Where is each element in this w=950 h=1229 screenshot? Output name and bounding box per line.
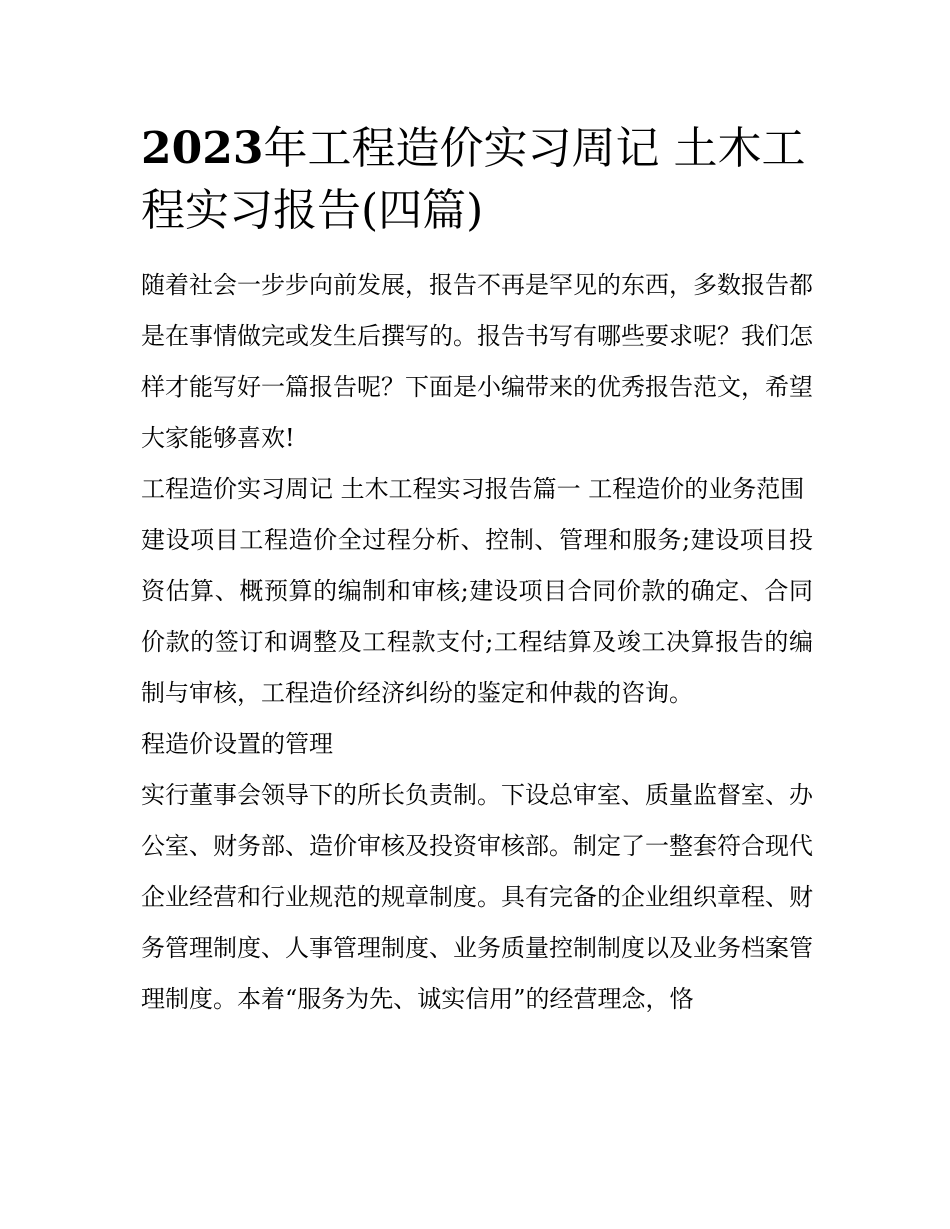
title-year: 2023 [141, 123, 264, 174]
intro-paragraph: 随着社会一步步向前发展，报告不再是罕见的东西，多数报告都是在事情做完或发生后撰写的。报告书写有哪些要求呢？我们怎样才能写好一篇报告呢？下面是小编带来的优秀报告范文，希望大家能够喜欢! [141, 271, 813, 452]
document-body [141, 118, 813, 1025]
section-heading-management: 程造价设置的管理 [141, 730, 333, 758]
section-heading-business-scope: 工程造价实习周记 土木工程实习报告篇一 工程造价的业务范围 [141, 475, 805, 503]
management-paragraph: 实行董事会领导下的所长负责制。下设总审室、质量监督室、办公室、财务部、造价审核及投资审核部。制定了一整套符合现代企业经营和行业规范的规章制度。具有完备的企业组织章程、财务管理制度、人事管理制度、业务质量控制制度以及业务档案管理制度。本着“服务为先、诚实信用”的经营理念，恪 [141, 781, 813, 1013]
business-scope-paragraph: 建设项目工程造价全过程分析、控制、管理和服务;建设项目投资估算、概预算的编制和审核;建设项目合同价款的确定、合同价款的签订和调整及工程款支付;工程结算及竣工决算报告的编制与审核，工程造价经济纠纷的鉴定和仲裁的咨询。 [141, 526, 813, 707]
title-text: 年工程造价实习周记 土木工程实习报告(四篇) [141, 123, 806, 236]
document-title [141, 118, 813, 242]
